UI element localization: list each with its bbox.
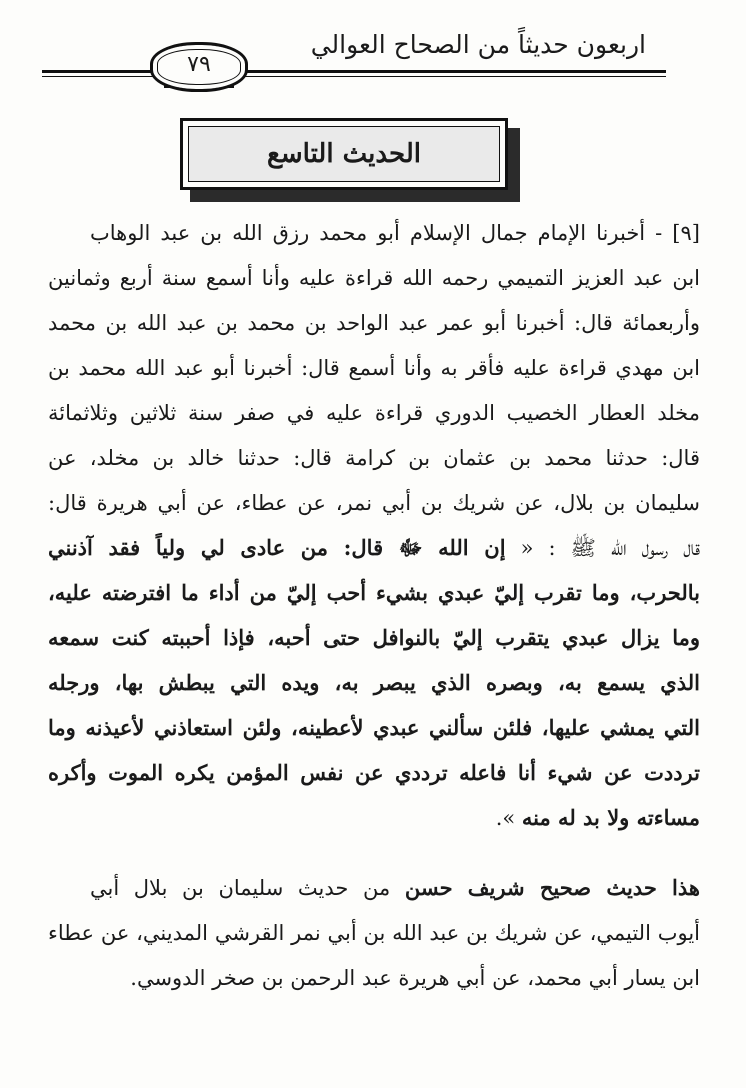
page-number: ٧٩ xyxy=(187,52,211,77)
matn-intro: قال رسول الله ﷺ : « xyxy=(520,536,700,560)
isnad-line: [٩] - أخبرنا الإمام جمال الإسلام أبو محمد رزق الله بن عبد الوهاب xyxy=(90,221,700,245)
isnad-line: ابن مهدي قراءة عليه فأقر به وأنا أسمع قال: أخبرنا أبو عبد الله محمد بن xyxy=(48,356,700,380)
matn-line: بالحرب، وما تقرب إليّ عبدي بشيء أحب إليّ من أداء ما افترضته عليه، xyxy=(48,580,700,605)
matn-close-quote: ». xyxy=(495,806,516,830)
chapter-title: الحديث التاسع xyxy=(267,139,421,169)
running-header-title: اربعون حديثاً من الصحاح العوالي xyxy=(310,30,646,59)
grading-line xyxy=(90,873,700,903)
matn-opening: إن الله ﷻ قال: من عادى لي ولياً فقد آذنني xyxy=(48,535,506,560)
matn-line: ترددت عن شيء أنا فاعله ترددي عن نفس المؤمن يكره الموت وأكره xyxy=(48,760,700,785)
matn-line: الذي يسمع به، وبصره الذي يبصر به، ويده التي يبطش بها، ورجله xyxy=(48,670,700,695)
matn-line: التي يمشي عليها، فلئن سألني عبدي لأعطينه، ولئن استعاذني لأعيذنه وما xyxy=(48,715,700,740)
isnad-line: سليمان بن بلال، عن شريك بن أبي نمر، عن عطاء، عن أبي هريرة قال: xyxy=(48,491,700,515)
matn-last-line xyxy=(48,803,700,833)
isnad-line: ابن عبد العزيز التميمي رحمه الله قراءة عليه وأنا أسمع سنة أربع وثمانين xyxy=(48,266,700,290)
grading-last-line: ابن يسار أبي محمد، عن أبي هريرة عبد الرحمن بن صخر الدوسي. xyxy=(130,966,700,990)
isnad-line: وأربعمائة قال: أخبرنا أبو عمر عبد الواحد بن محمد بن عبد الله بن محمد xyxy=(48,311,700,335)
matn-ending: مساءته ولا بد له منه xyxy=(521,805,700,830)
grading-text: من حديث سليمان بن بلال أبي xyxy=(90,876,391,900)
matn-line: وما يزال عبدي يتقرب إليّ بالنوافل حتى أحبه، فإذا أحببته كنت سمعه xyxy=(48,625,700,650)
matn-first-line xyxy=(48,533,700,563)
grading-line: أيوب التيمي، عن شريك بن عبد الله بن أبي نمر القرشي المديني، عن عطاء xyxy=(48,921,700,945)
isnad-line: قال: حدثنا محمد بن عثمان بن كرامة قال: حدثنا خالد بن مخلد، عن xyxy=(48,446,700,470)
isnad-line: مخلد العطار الخصيب الدوري قراءة عليه في صفر سنة ثلاثين وثلاثمائة xyxy=(48,401,700,425)
grading-verdict: هذا حديث صحيح شريف حسن xyxy=(404,875,700,900)
